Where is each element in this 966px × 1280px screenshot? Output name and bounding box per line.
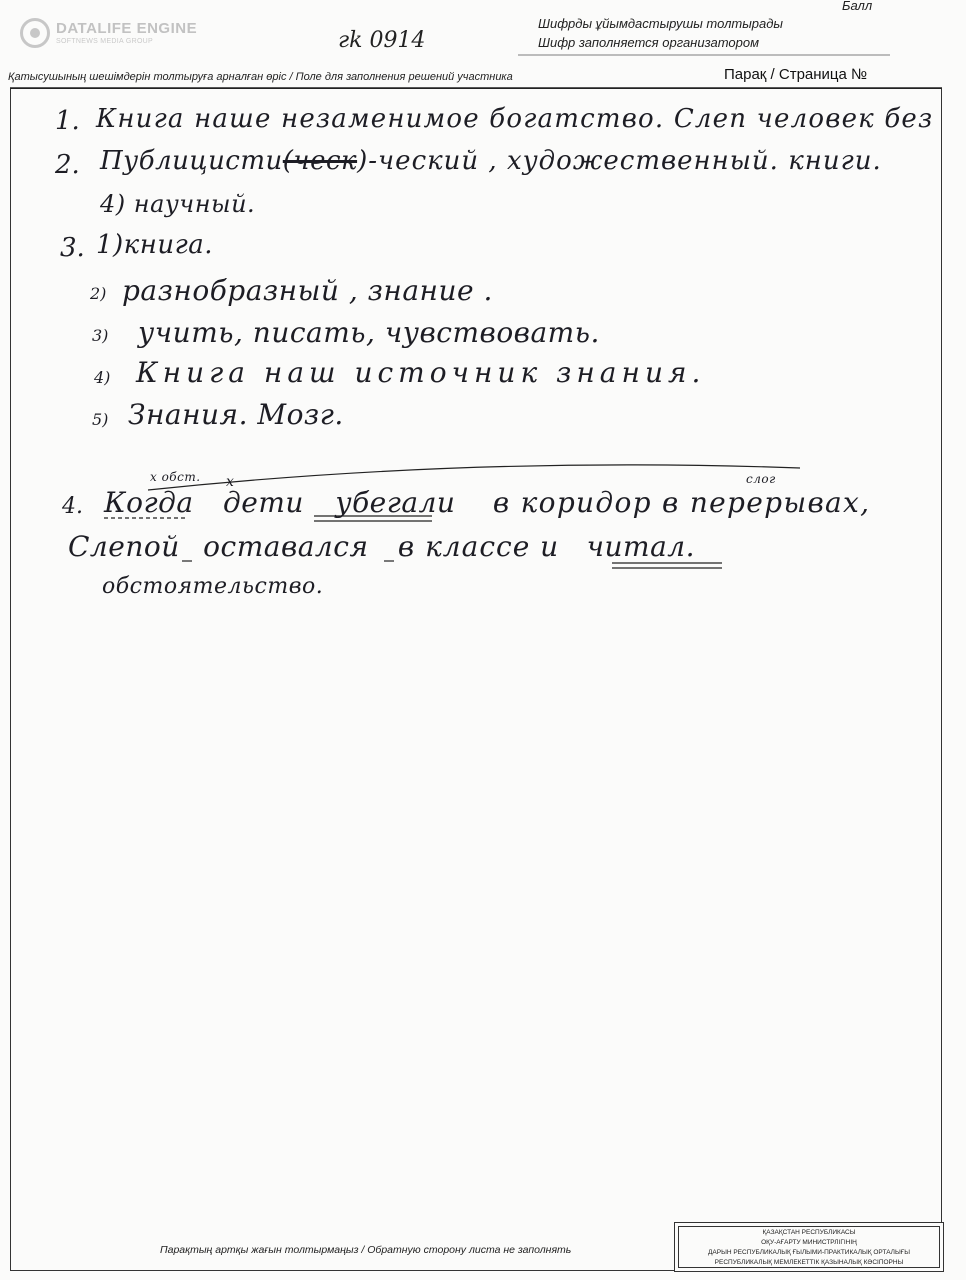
answer-3-item-4: Книга наш источник знания. (136, 356, 706, 389)
answer-4-line-3: обстоятельство. (102, 574, 324, 599)
answer-number-2: 2. (55, 150, 80, 180)
institution-stamp-inner (678, 1226, 940, 1268)
watermark-title: DATALIFE ENGINE (56, 20, 198, 37)
header-score-label: Балл (842, 0, 873, 13)
header-code-handwritten: гk 0914 (338, 28, 426, 53)
answer-2-struck: (ческ (282, 146, 358, 176)
answer-2-line (100, 146, 882, 176)
answer-1-line: Книга наше незаменимое богатство. Слеп человек без (96, 104, 934, 134)
footer-note: Парақтың артқы жағын толтырмаңыз / Обратную сторону листа не заполнять (160, 1244, 572, 1256)
stamp-line-1: ҚАЗАҚСТАН РЕСПУБЛИКАСЫ (762, 1229, 856, 1236)
answer-4-line-1 (104, 486, 870, 519)
answer-4-note-x: x (226, 474, 235, 490)
answer-4-rest-1: в коридор в перерывах, (492, 486, 871, 519)
watermark-subtitle: SOFTNEWS MEDIA GROUP (56, 38, 154, 45)
answer-3-item-4-number: 4) (94, 368, 111, 387)
answer-3-item-5-number: 5) (92, 410, 109, 429)
stamp-line-3: ДАРЫН РЕСПУБЛИКАЛЫҚ ҒЫЛЫМИ-ПРАКТИКАЛЫҚ ОРТАЛЫҒЫ (708, 1249, 910, 1256)
answer-4-rest-2: в классе и (397, 530, 560, 563)
header-page-label: Парақ / Страница № (724, 66, 868, 83)
answer-2-part-b: )-ческий , художественный. книги. (357, 146, 882, 176)
stamp-line-4: РЕСПУБЛИКАЛЫҚ МЕМЛЕКЕТТІК ҚАЗЫНАЛЫҚ КӘСІПОРНЫ (714, 1259, 904, 1266)
header-cipher-kz: Шифрды ұйымдастырушы толтырады (538, 16, 784, 31)
answer-4-word-ostavalsya: оставался (203, 530, 369, 563)
answer-4-line-2 (68, 530, 695, 563)
header-field-label: Қатысушының шешімдерін толтыруға арналған өріс / Поле для заполнения решений участника (8, 71, 513, 83)
answer-4-word-chital: читал. (586, 530, 696, 563)
answer-4-word-deti: дети (223, 486, 304, 519)
stamp-line-2: ОҚУ-АҒАРТУ МИНИСТРЛІГІНІҢ (761, 1239, 857, 1246)
answer-number-1: 1. (55, 106, 80, 136)
answer-4-word-kogda: Когда (104, 486, 194, 519)
answer-2-part-a: Публицисти (100, 146, 283, 176)
answer-3-item-2: разнобразный , знание . (122, 274, 493, 307)
institution-stamp (674, 1222, 944, 1272)
answer-4-note-obst: x обст. (150, 470, 201, 484)
answer-4-note-slog: слог (746, 472, 776, 486)
answer-4-word-ubegali: убегали (335, 486, 456, 519)
answer-3-item-1: 1)книга. (96, 230, 213, 260)
header-cipher-ru: Шифр заполняется организатором (538, 35, 759, 50)
answer-number-3: 3. (60, 233, 85, 263)
answer-3-item-3-number: 3) (92, 326, 109, 345)
answer-3-item-3: учить, писать, чувствовать. (138, 316, 600, 349)
answer-3-item-2-number: 2) (90, 284, 107, 303)
answer-3-item-5: Знания. Мозг. (128, 398, 344, 431)
answer-2-line-2: 4) научный. (100, 190, 256, 218)
answer-4-word-slepoi: Слепой (68, 530, 180, 563)
answer-number-4: 4. (62, 494, 83, 519)
